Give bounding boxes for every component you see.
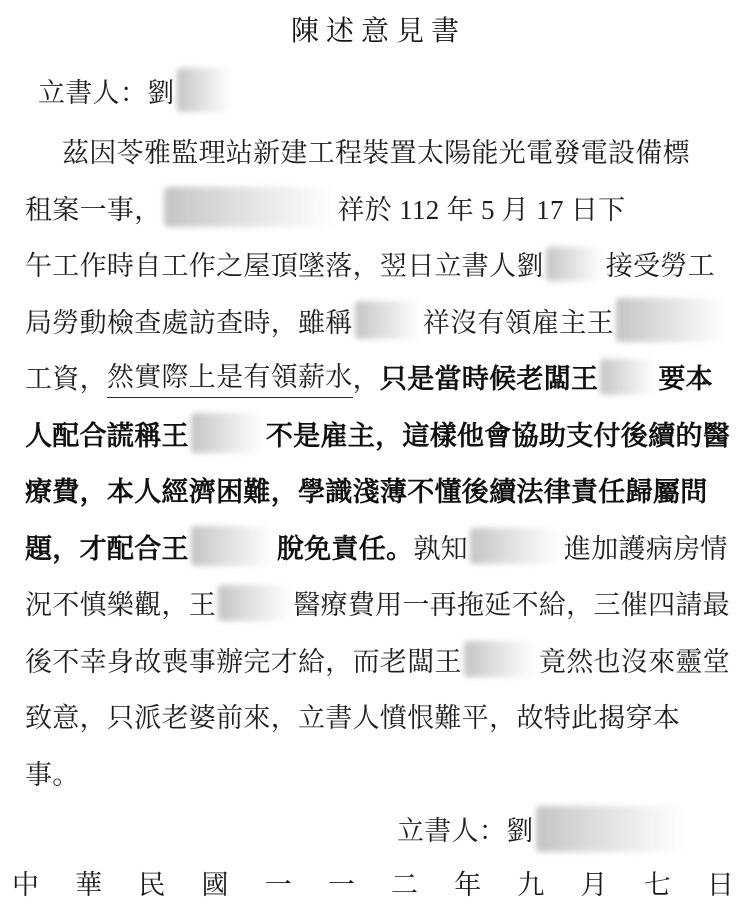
date-character: 民 — [138, 869, 166, 900]
text-segment: 祥於 112 年 5 月 17 日下 — [337, 194, 626, 225]
date-character: 年 — [454, 869, 482, 900]
text-segment: 孰知 — [413, 533, 468, 564]
date-character: 日 — [706, 869, 734, 900]
redacted-name — [177, 68, 232, 112]
date-character: 華 — [75, 869, 103, 900]
redacted-name — [546, 247, 604, 281]
text-segment: 題，才配合王 — [25, 533, 189, 564]
redacted-name — [191, 413, 264, 453]
date-character: 九 — [517, 869, 545, 900]
text-segment: 不是雇主，這樣他會協助支付後續的醫 — [265, 420, 730, 451]
body-line-2 — [25, 179, 730, 236]
text-segment: 立書人：劉 — [38, 77, 175, 108]
redacted-name — [616, 298, 728, 342]
text-segment: 祥沒有領雇主王 — [422, 307, 614, 338]
text-segment: 竟然也沒來靈堂 — [538, 646, 730, 677]
text-segment: 租案一事， — [25, 194, 162, 225]
text-segment: 午工作時自工作之屋頂墜落，翌日立書人劉 — [25, 251, 544, 282]
text-segment: 事。 — [25, 759, 80, 790]
text-segment: 醫療費用一再拖延不給，三催四請最 — [293, 590, 730, 621]
author-line — [25, 62, 730, 119]
document-body — [0, 62, 750, 857]
text-segment: 脫免責任。 — [276, 533, 414, 564]
body-line-12 — [25, 744, 730, 801]
text-segment: 立書人：劉 — [397, 816, 534, 847]
date-character: 月 — [580, 869, 608, 900]
text-segment: 致意，只派老婆前來，立書人憤恨難平，故特此揭穿本 — [25, 703, 681, 734]
body-line-11 — [25, 688, 730, 745]
text-segment: 工資， — [25, 364, 107, 395]
redacted-name — [470, 528, 562, 564]
text-segment: 人配合謊稱王 — [25, 420, 189, 451]
date-character: 一 — [264, 869, 292, 900]
text-segment: 要本 — [658, 364, 713, 395]
body-line-9 — [25, 575, 730, 632]
redacted-name — [191, 526, 275, 566]
text-segment: 療費，本人經濟困難，學識淺薄不懂後續法律責任歸屬問 — [25, 477, 708, 508]
body-line-8 — [25, 518, 730, 575]
date-character: 七 — [643, 869, 671, 900]
redacted-name — [218, 585, 291, 621]
body-line-5 — [25, 349, 730, 406]
body-line-4 — [25, 292, 730, 349]
text-segment: ， — [352, 364, 380, 395]
redacted-name — [464, 641, 537, 677]
text-segment: 局勞動檢查處訪查時，雖稱 — [25, 307, 353, 338]
body-line-7 — [25, 462, 730, 519]
date-character: 一 — [327, 869, 355, 900]
redacted-name — [600, 359, 656, 395]
body-line-1 — [25, 123, 730, 180]
text-segment: 進加護病房情 — [563, 533, 728, 564]
redacted-name — [536, 806, 686, 852]
date-character: 二 — [391, 869, 419, 900]
redacted-name — [355, 301, 421, 339]
date-character: 國 — [201, 869, 229, 900]
document-title: 陳述意見書 — [290, 16, 466, 47]
date-line — [0, 857, 750, 907]
redacted-name — [164, 187, 336, 227]
signature-line — [25, 801, 730, 858]
text-segment: 接受勞工 — [605, 251, 715, 282]
text-segment: 然實際上是有領薪水 — [107, 355, 353, 398]
body-line-10 — [25, 631, 730, 688]
date-character: 中 — [12, 869, 39, 900]
body-line-3 — [25, 236, 730, 293]
body-line-6 — [25, 405, 730, 462]
text-segment: 茲因苓雅監理站新建工程裝置太陽能光電發電設備標 — [62, 138, 690, 169]
text-segment: 後不幸身故喪事辦完才給，而老闆王 — [25, 646, 462, 677]
text-segment: 只是當時候老闆王 — [379, 364, 599, 395]
text-segment: 況不慎樂觀，王 — [25, 590, 217, 621]
